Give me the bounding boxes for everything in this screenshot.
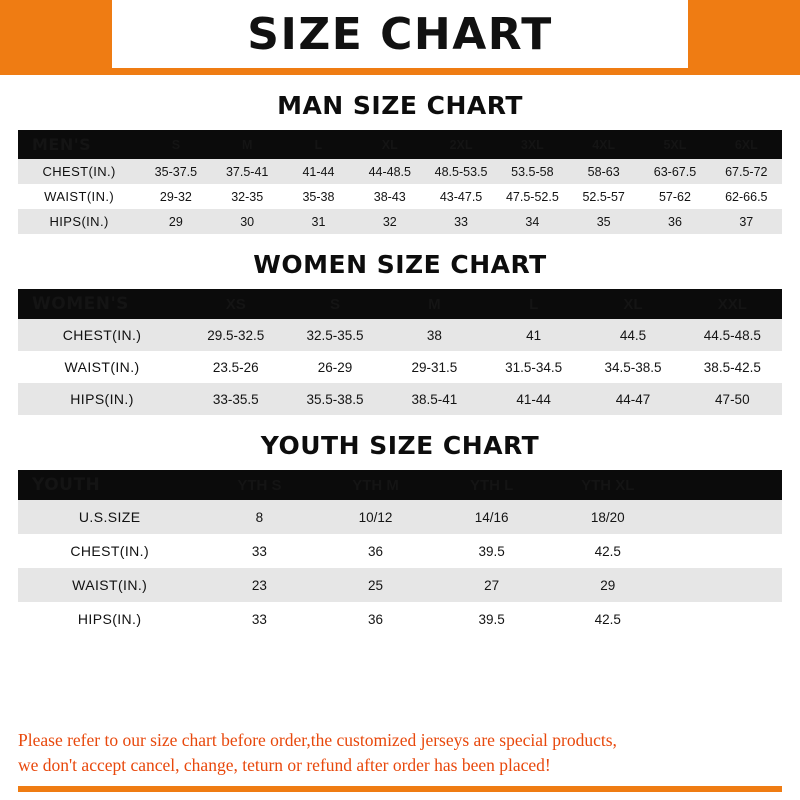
cell-empty [666,568,782,602]
cell: 23.5-26 [186,351,285,383]
women-size-table [18,289,782,415]
cell: 67.5-72 [711,159,782,184]
cell: 33 [201,534,317,568]
table-row [18,351,782,383]
row-label: WAIST(IN.) [18,184,140,209]
cell: 33 [201,602,317,636]
banner-accent-right [688,0,800,68]
cell: 47.5-52.5 [497,184,568,209]
column-header: S [140,130,211,159]
cell: 57-62 [639,184,710,209]
cell: 33 [425,209,496,234]
section-title-men: MAN SIZE CHART [277,91,523,120]
column-header: 6XL [711,130,782,159]
row-label: CHEST(IN.) [18,534,201,568]
table-row [18,209,782,234]
cell: 27 [434,568,550,602]
cell: 62-66.5 [711,184,782,209]
cell: 26-29 [285,351,384,383]
row-label: CHEST(IN.) [18,319,186,351]
cell: 36 [639,209,710,234]
row-label: WAIST(IN.) [18,568,201,602]
cell: 18/20 [550,500,666,534]
cell: 8 [201,500,317,534]
cell: 39.5 [434,602,550,636]
page-title: SIZE CHART [247,8,553,60]
cell: 42.5 [550,602,666,636]
table-row [18,319,782,351]
cell: 39.5 [434,534,550,568]
cell: 33-35.5 [186,383,285,415]
cell-empty [666,602,782,636]
cell: 10/12 [317,500,433,534]
section-title-women: WOMEN SIZE CHART [253,250,547,279]
cell: 43-47.5 [425,184,496,209]
section-title-youth: YOUTH SIZE CHART [260,431,540,460]
women-row-header: WOMEN'S [18,289,186,319]
cell: 37 [711,209,782,234]
men-size-table [18,130,782,234]
table-header-row [18,470,782,500]
row-label: CHEST(IN.) [18,159,140,184]
column-header: L [484,289,583,319]
cell: 63-67.5 [639,159,710,184]
cell: 38.5-42.5 [683,351,782,383]
row-label: HIPS(IN.) [18,602,201,636]
header-banner [0,0,800,68]
cell: 58-63 [568,159,639,184]
cell: 29-31.5 [385,351,484,383]
column-header: L [283,130,354,159]
table-row [18,500,782,534]
cell: 34.5-38.5 [583,351,682,383]
cell: 38-43 [354,184,425,209]
table-row [18,534,782,568]
cell: 41-44 [484,383,583,415]
cell: 25 [317,568,433,602]
row-label: U.S.SIZE [18,500,201,534]
section-youth [0,431,800,636]
cell: 47-50 [683,383,782,415]
table-header-row [18,130,782,159]
column-header: YTH XL [550,470,666,500]
column-header: 5XL [639,130,710,159]
note-line-1: Please refer to our size chart before order,the customized jerseys are special products, [18,730,617,750]
cell: 32-35 [212,184,283,209]
cell-empty [666,534,782,568]
banner-center [112,0,688,68]
section-men [0,91,800,234]
cell: 38.5-41 [385,383,484,415]
section-women [0,250,800,415]
column-header-empty [666,470,782,500]
cell-empty [666,500,782,534]
row-label: HIPS(IN.) [18,383,186,415]
cell: 34 [497,209,568,234]
cell: 44.5-48.5 [683,319,782,351]
banner-accent-left [0,0,112,68]
table-row [18,184,782,209]
cell: 36 [317,534,433,568]
men-row-header: MEN'S [18,130,140,159]
cell: 32 [354,209,425,234]
footer-note [0,718,800,800]
column-header: M [212,130,283,159]
column-header: YTH M [317,470,433,500]
cell: 41-44 [283,159,354,184]
cell: 44-48.5 [354,159,425,184]
column-header: 2XL [425,130,496,159]
cell: 37.5-41 [212,159,283,184]
cell: 29-32 [140,184,211,209]
row-label: HIPS(IN.) [18,209,140,234]
cell: 29 [550,568,666,602]
cell: 35.5-38.5 [285,383,384,415]
note-line-2: we don't accept cancel, change, teturn or refund after order has been placed! [18,755,551,775]
cell: 29 [140,209,211,234]
column-header: 3XL [497,130,568,159]
cell: 31 [283,209,354,234]
cell: 36 [317,602,433,636]
column-header: YTH S [201,470,317,500]
cell: 14/16 [434,500,550,534]
cell: 41 [484,319,583,351]
column-header: XXL [683,289,782,319]
column-header: M [385,289,484,319]
cell: 31.5-34.5 [484,351,583,383]
footer-rule [18,786,782,792]
column-header: XL [354,130,425,159]
cell: 32.5-35.5 [285,319,384,351]
column-header: XL [583,289,682,319]
cell: 52.5-57 [568,184,639,209]
cell: 53.5-58 [497,159,568,184]
table-row [18,383,782,415]
table-row [18,159,782,184]
cell: 30 [212,209,283,234]
cell: 42.5 [550,534,666,568]
table-row [18,602,782,636]
cell: 48.5-53.5 [425,159,496,184]
cell: 35-38 [283,184,354,209]
table-row [18,568,782,602]
cell: 23 [201,568,317,602]
header-rule [0,68,800,75]
cell: 35 [568,209,639,234]
youth-row-header: YOUTH [18,470,201,500]
cell: 44.5 [583,319,682,351]
column-header: S [285,289,384,319]
cell: 44-47 [583,383,682,415]
cell: 38 [385,319,484,351]
youth-size-table [18,470,782,636]
cell: 35-37.5 [140,159,211,184]
column-header: YTH L [434,470,550,500]
row-label: WAIST(IN.) [18,351,186,383]
table-header-row [18,289,782,319]
column-header: 4XL [568,130,639,159]
column-header: XS [186,289,285,319]
cell: 29.5-32.5 [186,319,285,351]
